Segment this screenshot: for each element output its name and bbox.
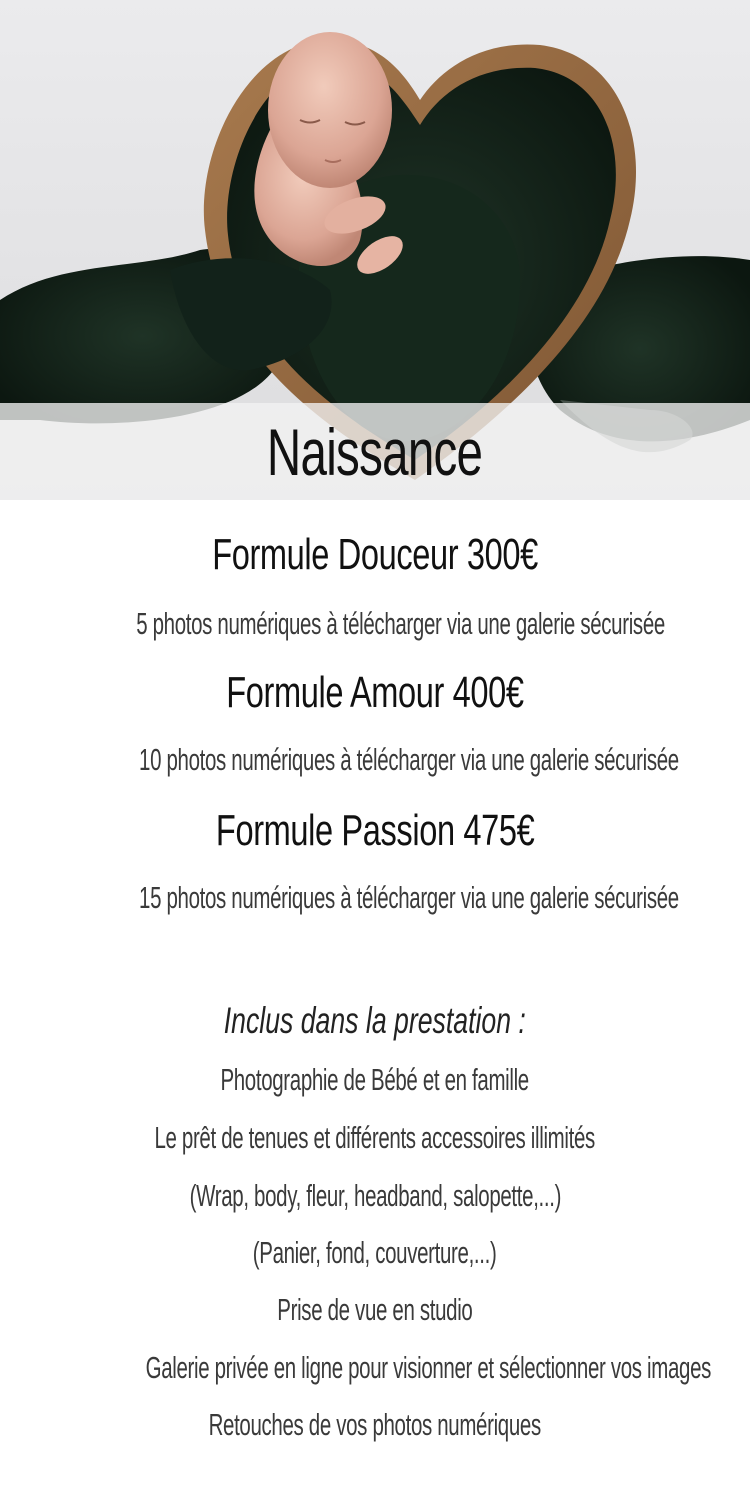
included-item: Photographie de Bébé et en famille (220, 1062, 530, 1097)
included-item: Prise de vue en studio (277, 1292, 473, 1327)
formula-name: Formule Amour 400€ (226, 668, 524, 717)
hero-photo (0, 0, 750, 500)
title-band (0, 403, 750, 500)
included-item: (Wrap, body, fleur, headband, salopette,...) (189, 1178, 561, 1213)
included-item: Le prêt de tenues et différents accessoires illimités (154, 1120, 596, 1155)
formula-name: Formule Passion 475€ (215, 806, 535, 855)
included-heading: Inclus dans la prestation : (223, 1000, 527, 1041)
formula-name: Formule Douceur 300€ (212, 530, 538, 579)
included-item: Retouches de vos photos numériques (208, 1407, 542, 1442)
formula-description: 5 photos numériques à télécharger via une galerie sécurisée (136, 606, 665, 641)
page-title: Naissance (267, 414, 483, 489)
included-item: (Panier, fond, couverture,...) (253, 1235, 497, 1270)
formula-description: 10 photos numériques à télécharger via une galerie sécurisée (139, 742, 679, 777)
included-item: Galerie privée en ligne pour visionner et sélectionner vos images (145, 1350, 712, 1385)
formula-description: 15 photos numériques à télécharger via une galerie sécurisée (139, 880, 679, 915)
